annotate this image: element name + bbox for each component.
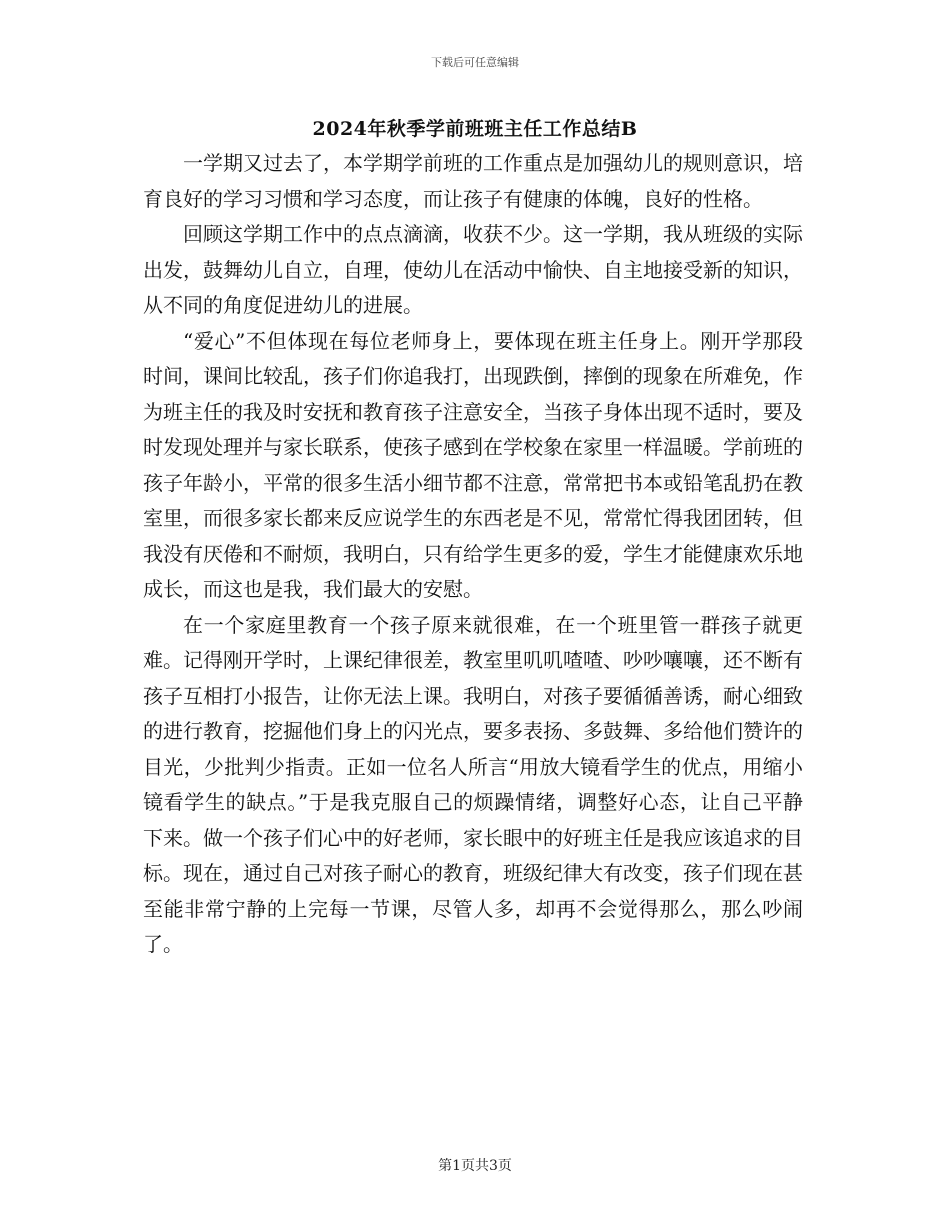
document-body [143, 146, 803, 963]
paragraph-3: “爱心”不但体现在每位老师身上，要体现在班主任身上。刚开学那段时间，课间比较乱，孩子们你追我打，出现跌倒，摔倒的现象在所难免，作为班主任的我及时安抚和教育孩子注意安全，当孩子身体出现不适时，要及时发现处理并与家长联系，使孩子感到在学校象在家里一样温暖。学前班的孩子年龄小，平常的很多生活小细节都不注意，常常把书本或铅笔乱扔在教室里，而很多家长都来反应说学生的东西老是不见，常常忙得我团团转，但我没有厌倦和不耐烦，我明白，只有给学生更多的爱，学生才能健康欢乐地成长，而这也是我，我们最大的安慰。 [143, 328, 803, 601]
page-number: 第1页共3页 [438, 1158, 512, 1174]
header-note: 下载后可任意编辑 [431, 56, 519, 69]
paragraph-2: 回顾这学期工作中的点点滴滴，收获不少。这一学期，我从班级的实际出发，鼓舞幼儿自立，自理，使幼儿在活动中愉快、自主地接受新的知识，从不同的角度促进幼儿的进展。 [143, 222, 803, 317]
paragraph-1: 一学期又过去了，本学期学前班的工作重点是加强幼儿的规则意识，培育良好的学习习惯和学习态度，而让孩子有健康的体魄，良好的性格。 [143, 151, 803, 211]
paragraph-4: 在一个家庭里教育一个孩子原来就很难，在一个班里管一群孩子就更难。记得刚开学时，上课纪律很差，教室里叽叽喳喳、吵吵嚷嚷，还不断有孩子互相打小报告，让你无法上课。我明白，对孩子要循循善诱，耐心细致的进行教育，挖掘他们身上的闪光点，要多表扬、多鼓舞、多给他们赞许的目光，少批判少指责。正如一位名人所言“用放大镜看学生的优点，用缩小镜看学生的缺点。”于是我克服自己的烦躁情绪，调整好心态，让自己平静下来。做一个孩子们心中的好老师，家长眼中的好班主任是我应该追求的目标。现在，通过自己对孩子耐心的教育，班级纪律大有改变，孩子们现在甚至能非常宁静的上完每一节课，尽管人多，却再不会觉得那么，那么吵闹了。 [143, 612, 803, 956]
document-title: 2024年秋季学前班班主任工作总结B [312, 118, 638, 140]
